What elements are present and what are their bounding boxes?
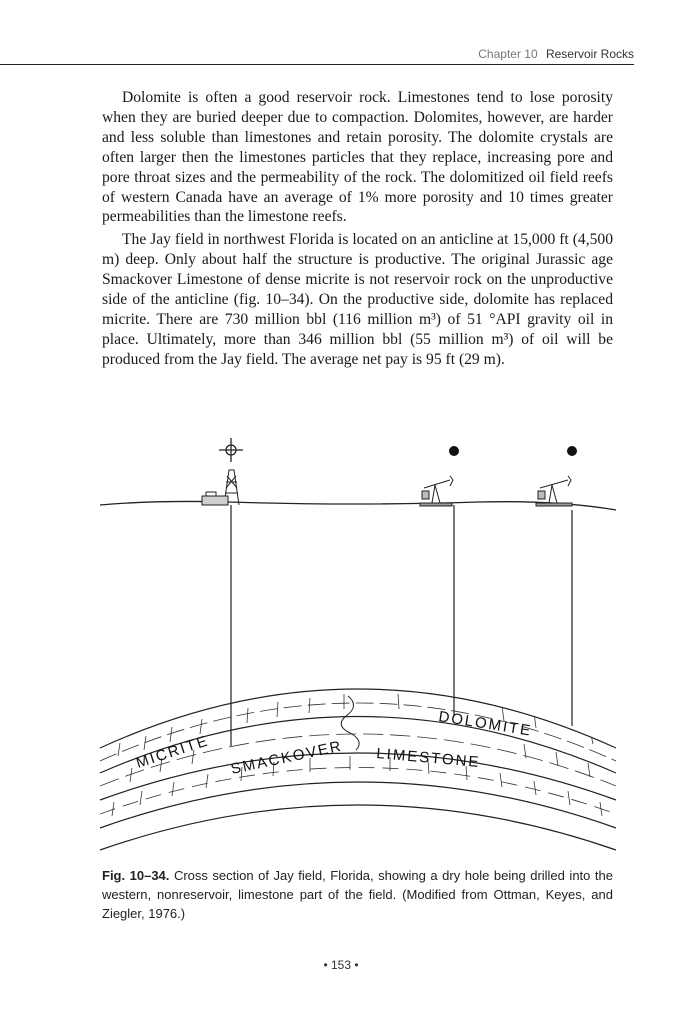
caption-label: Fig. 10–34. bbox=[102, 868, 170, 883]
drilling-rig-icon bbox=[202, 470, 239, 505]
caption-text: Cross section of Jay field, Florida, showing a dry hole being drilled into the western, nonreservoir, limestone part of the field. (Modified from Ottman, Keyes, and Ziegler, 1976.) bbox=[102, 868, 613, 921]
header-text bbox=[478, 47, 634, 61]
label-dolomite: DOLOMITE bbox=[437, 708, 534, 740]
header-chapter: Chapter 10 bbox=[478, 47, 538, 61]
running-header bbox=[0, 44, 634, 65]
body-text bbox=[102, 88, 613, 373]
cross-section-diagram bbox=[98, 430, 618, 860]
pump-jack-icon bbox=[536, 476, 572, 506]
figure-caption bbox=[102, 866, 613, 923]
paragraph-jay-field: The Jay field in northwest Florida is located on an anticline at 15,000 ft (4,500 m) deep. Only about half the structure is productive. The original Jurassic age Smackover Limestone of dense micrite is not reservoir rock on the unproductive side of the anticline (fig. 10–34). On the productive side, dolomite has replaced micrite. There are 730 million bbl (116 million m³) of 51 °API gravity oil in place. Ultimately, more than 346 million bbl (55 million m³) of oil will be produced from the Jay field. The average net pay is 95 ft (29 m). bbox=[102, 231, 613, 368]
header-title: Reservoir Rocks bbox=[545, 47, 634, 61]
pump-jack-icon bbox=[420, 476, 453, 506]
label-micrite: MICRITE bbox=[133, 732, 212, 772]
oil-well-symbol-icon bbox=[449, 446, 459, 456]
anticline-beds bbox=[100, 689, 616, 850]
label-smackover: SMACKOVER bbox=[229, 737, 345, 778]
figure-cross-section bbox=[98, 430, 618, 860]
oil-well-symbol-icon bbox=[567, 446, 577, 456]
label-limestone: LIMESTONE bbox=[375, 745, 482, 772]
page-number: • 153 • bbox=[323, 958, 359, 972]
paragraph-dolomite: Dolomite is often a good reservoir rock. Limestones tend to lose porosity when they are buried deeper due to compaction. Dolomites, however, are harder and less soluble than limestones and retain porosity. The dolomite crystals are often larger then the limestones particles that they replace, increasing pore and pore throat sizes and the permeability of the rock. The dolomitized oil field reefs of western Canada have an average of 1% more porosity and 10 times greater permeabilities than the limestone reefs. bbox=[102, 89, 613, 226]
dry-hole-symbol-icon bbox=[219, 438, 243, 462]
